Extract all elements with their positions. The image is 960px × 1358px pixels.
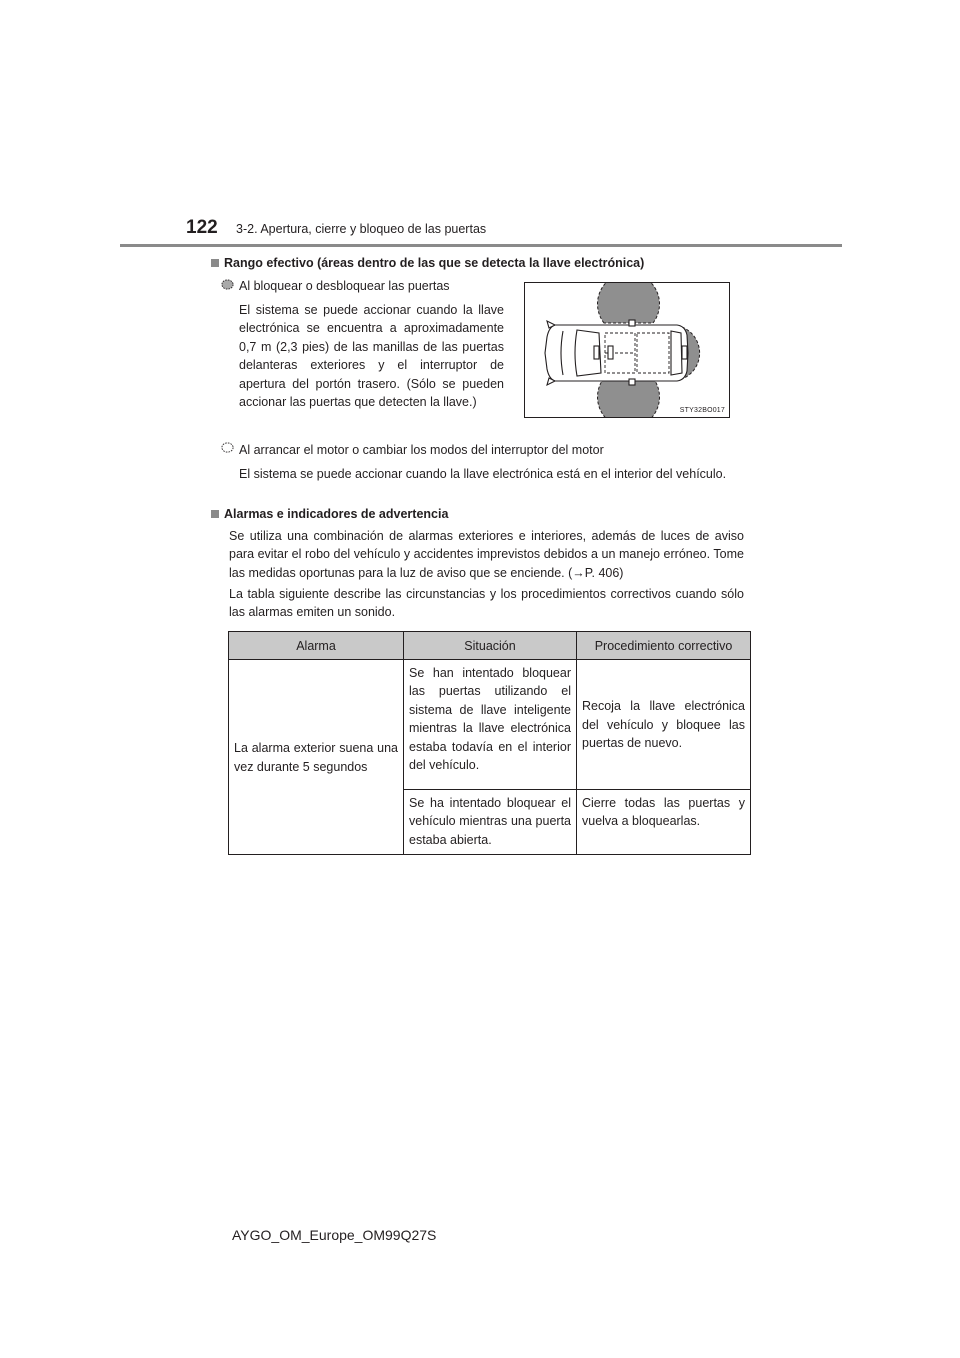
page-number: 122 bbox=[186, 217, 218, 238]
procedure-cell: Recoja la llave electrónica del vehículo y bloquee las puertas de nuevo. bbox=[577, 660, 751, 790]
lock-label: Al bloquear o desbloquear las puertas bbox=[239, 279, 450, 293]
door-handle-bottom bbox=[629, 379, 635, 385]
range-heading: Rango efectivo (áreas dentro de las que se detecta la llave electrónica) bbox=[211, 256, 644, 270]
situation-cell: Se ha intentado bloquear el vehículo mientras una puerta estaba abierta. bbox=[404, 790, 577, 855]
start-text: El sistema se puede accionar cuando la llave electrónica está en el interior del vehículo. bbox=[239, 467, 727, 481]
header-procedimiento: Procedimiento correctivo bbox=[577, 632, 751, 660]
square-bullet-icon bbox=[211, 510, 219, 518]
car-diagram bbox=[525, 283, 729, 417]
alarm-table bbox=[228, 631, 751, 855]
lock-text: El sistema se puede accionar cuando la llave electrónica se encuentra a aproximadamente 0,7 m (2,3 pies) de las manillas de las puertas delanteras exteriores y el interruptor de apertura del portón trasero. (Sólo se pueden accionar las puertas que detecten la llave.) bbox=[239, 303, 504, 410]
footer-code: AYGO_OM_Europe_OM99Q27S bbox=[232, 1227, 437, 1243]
alarm-cell: La alarma exterior suena una vez durante 5 segundos bbox=[229, 660, 404, 855]
door-handle-top bbox=[629, 320, 635, 326]
header-rule bbox=[120, 244, 842, 247]
start-label: Al arrancar el motor o cambiar los modos del interruptor del motor bbox=[239, 443, 604, 457]
antenna-center bbox=[608, 346, 613, 359]
square-bullet-icon bbox=[211, 259, 219, 267]
dashed-circle-icon bbox=[221, 279, 234, 290]
header-alarma: Alarma bbox=[229, 632, 404, 660]
procedure-cell: Cierre todas las puertas y vuelva a bloquearlas. bbox=[577, 790, 751, 855]
section-title: 3-2. Apertura, cierre y bloqueo de las puertas bbox=[236, 222, 487, 236]
alarm-heading: Alarmas e indicadores de advertencia bbox=[211, 507, 448, 521]
alarm-text-1: Se utiliza una combinación de alarmas exteriores e interiores, además de luces de aviso para evitar el robo del vehículo y accidentes imprevistos debidos a un manejo erróneo. Tome las medidas oportunas para la luz de aviso que se enciende. (→P. 406) bbox=[229, 529, 744, 580]
situation-cell: Se han intentado bloquear las puertas utilizando el sistema de llave inteligente mientras la llave electrónica estaba todavía en el interior del vehículo. bbox=[404, 660, 577, 790]
front-door-zone-top bbox=[598, 283, 660, 323]
header-situacion: Situación bbox=[404, 632, 577, 660]
table-header-row bbox=[229, 632, 751, 660]
table-row bbox=[229, 660, 751, 790]
antenna-left bbox=[594, 346, 599, 359]
dashed-circle-icon bbox=[221, 442, 234, 453]
figure-code: STY32BO017 bbox=[679, 407, 725, 414]
rear-window bbox=[671, 331, 682, 375]
alarm-text-2: La tabla siguiente describe las circunstancias y los procedimientos correctivos cuando sólo las alarmas emiten un sonido. bbox=[229, 587, 744, 620]
detection-range-figure bbox=[524, 282, 730, 418]
antenna-rear bbox=[682, 346, 687, 359]
